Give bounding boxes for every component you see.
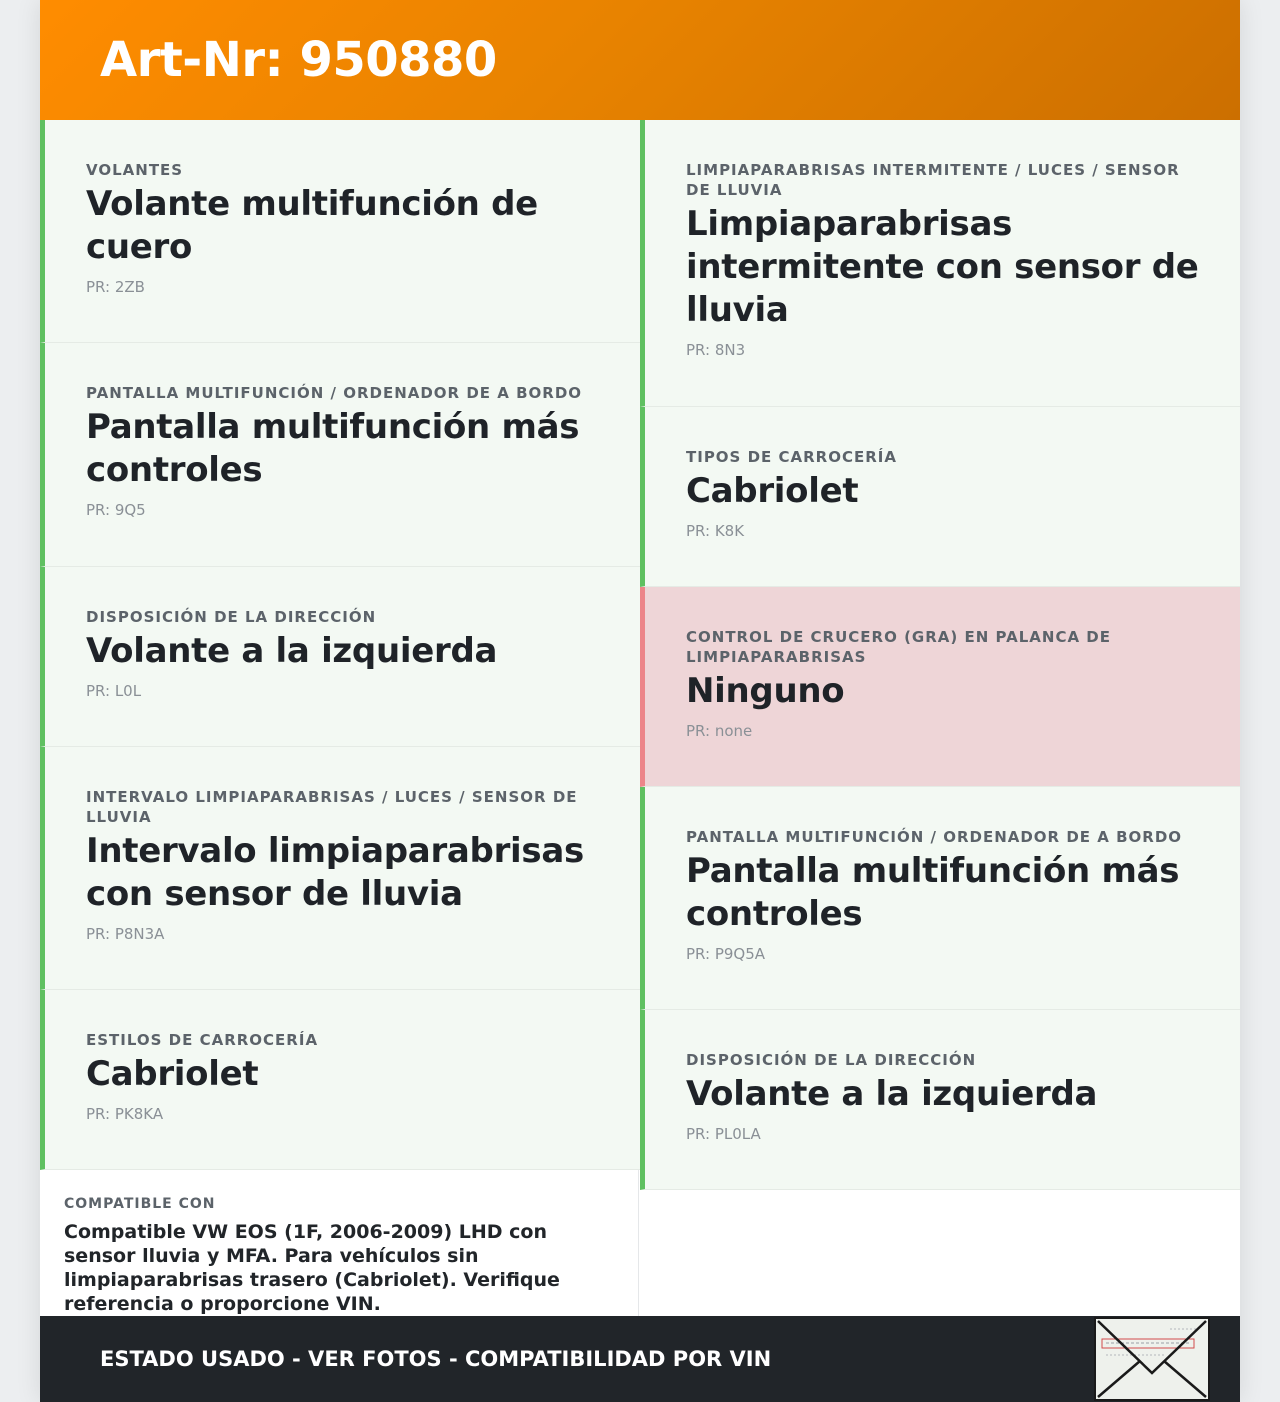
spec-value: Pantalla multifunción más controles xyxy=(686,851,1180,934)
spec-value: Volante a la izquierda xyxy=(86,631,498,671)
spec-category: TIPOS DE CARROCERÍA xyxy=(686,448,897,466)
spec-category: ESTILOS DE CARROCERÍA xyxy=(86,1031,319,1049)
label-photo-thumbnail[interactable] xyxy=(1094,1317,1210,1401)
pr-code: PR: 2ZB xyxy=(86,278,145,296)
pr-code: PR: PL0LA xyxy=(686,1125,761,1143)
spec-category: INTERVALO LIMPIAPARABRISAS / LUCES / SENSOR DE LLUVIA xyxy=(86,788,578,826)
compatibility-label: COMPATIBLE CON xyxy=(64,1196,216,1212)
spec-card xyxy=(640,407,1240,587)
pr-code: PR: 8N3 xyxy=(686,341,746,359)
compatibility-box xyxy=(40,1170,639,1316)
spec-card xyxy=(40,567,640,747)
spec-value: Cabriolet xyxy=(686,471,859,511)
header-bar xyxy=(40,0,1240,120)
spec-card xyxy=(640,787,1240,1010)
spec-card xyxy=(640,120,1240,407)
spec-value: Cabriolet xyxy=(86,1054,259,1094)
spec-category: DISPOSICIÓN DE LA DIRECCIÓN xyxy=(86,608,377,626)
spec-category: DISPOSICIÓN DE LA DIRECCIÓN xyxy=(686,1051,977,1069)
spec-category: CONTROL DE CRUCERO (GRA) EN PALANCA DE LIMPIAPARABRISAS xyxy=(686,628,1111,666)
footer-bar xyxy=(40,1316,1240,1402)
spec-card xyxy=(40,747,640,990)
spec-sheet xyxy=(40,0,1240,1402)
spec-category: VOLANTES xyxy=(86,161,184,179)
spec-category: PANTALLA MULTIFUNCIÓN / ORDENADOR DE A BORDO xyxy=(686,828,1183,846)
spec-value: Volante multifunción de cuero xyxy=(86,184,538,267)
spec-card xyxy=(40,120,640,343)
pr-code: PR: P8N3A xyxy=(86,925,165,943)
spec-category: PANTALLA MULTIFUNCIÓN / ORDENADOR DE A BORDO xyxy=(86,384,583,402)
spec-category: LIMPIAPARABRISAS INTERMITENTE / LUCES / SENSOR DE LLUVIA xyxy=(686,161,1180,199)
pr-code: PR: K8K xyxy=(686,522,745,540)
spec-value: Limpiaparabrisas intermitente con sensor de lluvia xyxy=(686,204,1199,330)
spec-value: Intervalo limpiaparabrisas con sensor de lluvia xyxy=(86,831,584,914)
pr-code: PR: 9Q5 xyxy=(86,501,146,519)
spec-card-negative xyxy=(640,587,1240,787)
spec-grid xyxy=(40,120,1240,1190)
spec-card xyxy=(640,1010,1240,1190)
spec-value: Pantalla multifunción más controles xyxy=(86,407,580,490)
article-number-title: Art-Nr: 950880 xyxy=(100,32,497,88)
spec-card xyxy=(40,343,640,567)
pr-code: PR: PK8KA xyxy=(86,1105,164,1123)
right-column xyxy=(640,120,1240,1190)
pr-code: PR: P9Q5A xyxy=(686,945,766,963)
pr-code: PR: none xyxy=(686,722,753,740)
compatibility-text: Compatible VW EOS (1F, 2006-2009) LHD con sensor lluvia y MFA. Para vehículos sin limpiaparabrisas trasero (Cabriolet). Verifique referencia o proporcione VIN. xyxy=(64,1221,560,1315)
envelope-icon xyxy=(1096,1319,1208,1399)
pr-code: PR: L0L xyxy=(86,682,142,700)
spec-card xyxy=(40,990,640,1170)
left-column xyxy=(40,120,640,1190)
spec-value: Ninguno xyxy=(686,671,845,711)
footer-message: ESTADO USADO - VER FOTOS - COMPATIBILIDAD POR VIN xyxy=(100,1347,772,1371)
spec-value: Volante a la izquierda xyxy=(686,1074,1098,1114)
